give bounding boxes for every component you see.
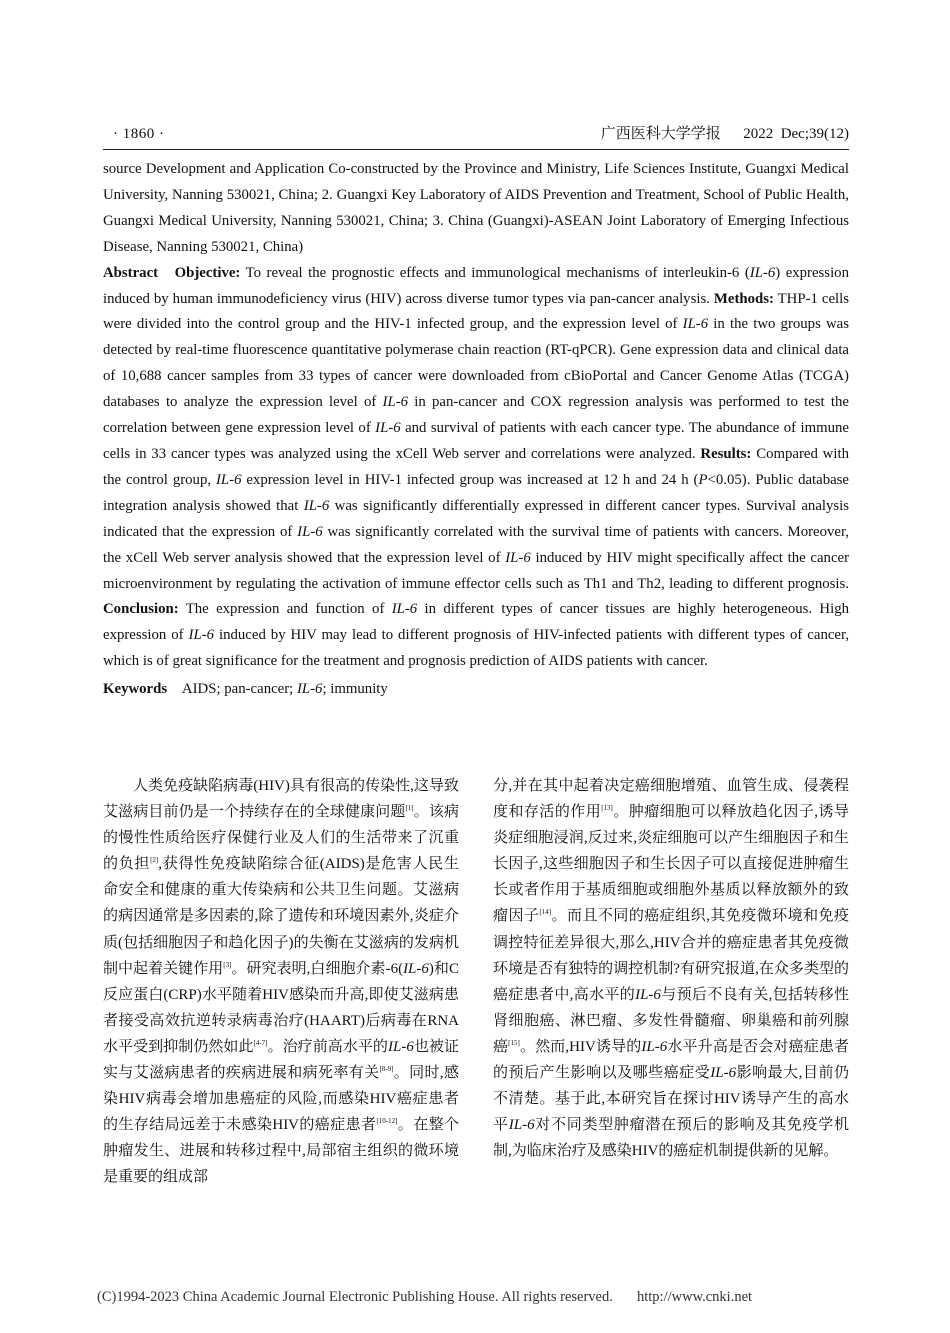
citation-ref: [10-12] bbox=[376, 1117, 398, 1126]
body-text: 。而且不同的癌症组织,其免疫微环境和免疫调控特征差异很大,那么,HIV合并的癌症患者其免疫微环境是否有独特的调控机制?有研究报道,在众多类型的癌症患者中,高水平的 bbox=[493, 908, 849, 1003]
body-text: 对不同类型肿瘤潜在预后的影响及其免疫学机制,为临床治疗及感染HIV的癌症机制提供新的见解。 bbox=[493, 1117, 849, 1160]
methods-text: in the two groups was detected by real-time fluorescence quantitative polymerase chain reaction (RT-qPCR). Gene expression data and clinical data of 10,688 cancer samples from 33 types of cancer were downloaded from cBioPortal and Cancer Genome Atlas (TCGA) databases to analyze the expression level of bbox=[103, 316, 850, 411]
body-text: 。研究表明,白细胞介素-6( bbox=[231, 960, 404, 977]
body-paragraph bbox=[493, 773, 849, 1164]
affiliation-text: source Development and Application Co-constructed by the Province and Ministry, Life Sciences Institute, Guangxi Medical University, Nanning 530021, China; 2. Guangxi Key Laboratory of AIDS Prevention and Treatment, School of Public Health, Guangxi Medical University, Nanning 530021, China; 3. China (Guangxi)-ASEAN Joint Laboratory of Emerging Infectious Disease, Nanning 530021, China) bbox=[103, 161, 849, 255]
body-columns bbox=[103, 773, 849, 1253]
gene-name: IL-6 bbox=[303, 497, 330, 514]
keywords-label: Keywords bbox=[103, 681, 168, 698]
citation-ref: [13] bbox=[601, 804, 613, 813]
body-text: 。该病的慢性性质给医疗保健行业及人们的生活带来了沉重的负担 bbox=[103, 804, 459, 873]
body-text: 也被证实与艾滋病患者的疾病进展和病死率有关 bbox=[103, 1038, 459, 1082]
gene-name: IL-6 bbox=[188, 627, 215, 644]
gene-name: IL-6 bbox=[508, 1117, 535, 1134]
gene-name: IL-6 bbox=[749, 264, 776, 281]
body-text: 影响最大,目前仍不清楚。基于此,本研究旨在探讨HIV诱导产生的高水平 bbox=[493, 1065, 849, 1134]
objective-label: Objective: bbox=[174, 264, 241, 281]
conclusion-text: The expression and function of bbox=[185, 601, 385, 618]
methods-text: and survival of patients with each cancer type. The abundance of immune cells in 33 cancer types was analyzed using the xCell Web server and correlations were analyzed. bbox=[103, 420, 850, 462]
methods-label: Methods: bbox=[713, 290, 774, 307]
body-text: 人类免疫缺陷病毒(HIV)具有很高的传染性,这导致艾滋病目前仍是一个持续存在的全球健康问题 bbox=[103, 778, 459, 821]
gene-name: IL-6 bbox=[297, 523, 323, 540]
gene-name: IL-6 bbox=[375, 420, 401, 437]
gene-name: IL-6 bbox=[215, 471, 242, 488]
gene-name: IL-6 bbox=[710, 1065, 737, 1082]
methods-text: in pan-cancer and COX regression analysis was performed to test the correlation between gene expression level of bbox=[103, 394, 849, 437]
keywords-text: ; immunity bbox=[322, 681, 388, 698]
gene-name: IL-6 bbox=[635, 986, 661, 1003]
gene-name: IL-6 bbox=[641, 1038, 668, 1055]
header-rule bbox=[103, 149, 849, 150]
conclusion-label: Conclusion: bbox=[103, 601, 179, 618]
gene-name: IL-6 bbox=[391, 601, 418, 618]
body-text: ,获得性免疫缺陷综合征(AIDS)是危害人民生命安全和健康的重大传染病和公共卫生问题。艾滋病的病因通常是多因素的,除了遗传和环境因素外,炎症介质(包括细胞因子和趋化因子)的失衡在艾滋病的发病机制中起着关键作用 bbox=[103, 856, 459, 977]
body-text: 分,并在其中起着决定癌细胞增殖、血管生成、侵袭程度和存活的作用 bbox=[493, 778, 849, 821]
conclusion-text: in different types of cancer tissues are highly heterogeneous. High expression of bbox=[103, 601, 849, 644]
citation-ref: [2] bbox=[150, 856, 159, 865]
body-text: 。肿瘤细胞可以释放趋化因子,诱导炎症细胞浸润,反过来,炎症细胞可以产生细胞因子和生长因子,这些细胞因子和生长因子可以直接促进肿瘤生长或者作用于基质细胞或细胞外基质以释放额外的致瘤因子 bbox=[493, 804, 849, 925]
body-paragraph bbox=[103, 773, 459, 1191]
results-text: <0.05). Public database integration analysis showed that bbox=[103, 471, 850, 514]
body-text: 与预后不良有关,包括转移性肾细胞癌、淋巴瘤、多发性骨髓瘤、卵巢癌和前列腺癌 bbox=[493, 986, 849, 1055]
copyright-notice: (C)1994-2023 China Academic Journal Electronic Publishing House. All rights reserved. bbox=[97, 1289, 613, 1305]
objective-text: ) expression induced by human immunodeficiency virus (HIV) across diverse tumor types via pan-cancer analysis. bbox=[103, 264, 849, 307]
page-number: · 1860 · bbox=[113, 126, 165, 142]
results-text: was significantly correlated with the survival time of patients with cancers. Moreover, the xCell Web server analysis showed that the expression level of bbox=[103, 523, 849, 566]
abstract-label: Abstract bbox=[103, 264, 159, 281]
citation-ref: [14] bbox=[539, 908, 552, 917]
keywords-line bbox=[103, 677, 849, 703]
body-text: 。在整个肿瘤发生、进展和转移过程中,局部宿主组织的微环境是重要的组成部 bbox=[103, 1117, 459, 1186]
english-abstract-block bbox=[103, 157, 849, 703]
methods-text: THP-1 cells were divided into the control group and the HIV-1 infected group, and the expression level of bbox=[103, 290, 850, 333]
citation-ref: [4-7] bbox=[253, 1038, 268, 1047]
keywords-text: AIDS; pan-cancer; bbox=[181, 681, 294, 698]
body-text: )和C反应蛋白(CRP)水平随着HIV感染而升高,即使艾滋病患者接受高效抗逆转录病毒治疗(HAART)后病毒在RNA水平受到抑制仍然如此 bbox=[103, 960, 459, 1055]
body-text: 。然而,HIV诱导的 bbox=[519, 1038, 642, 1055]
citation-ref: [8-9] bbox=[379, 1065, 394, 1074]
gene-name: IL-6 bbox=[403, 960, 429, 977]
gene-name: IL-6 bbox=[682, 316, 709, 333]
objective-text: To reveal the prognostic effects and immunological mechanisms of interleukin-6 ( bbox=[245, 264, 750, 281]
journal-citation: 广西医科大学学报 2022 Dec;39(12) bbox=[600, 126, 849, 142]
conclusion-text: induced by HIV may lead to different prognosis of HIV-infected patients with different types of cancer, which is of great significance for the treatment and prognosis prediction of AIDS patients with cancer. bbox=[103, 627, 850, 670]
footer-url-link[interactable]: http://www.cnki.net bbox=[637, 1289, 753, 1305]
citation-ref: [15] bbox=[508, 1038, 520, 1047]
gene-name: IL-6 bbox=[505, 549, 531, 566]
body-text: 水平升高是否会对癌症患者的预后产生影响以及哪些癌症受 bbox=[493, 1038, 849, 1082]
citation-ref: [3] bbox=[223, 960, 232, 969]
results-text: induced by HIV might specifically affect the cancer microenvironment by regulating the activation of immune effector cells such as Th1 and Th2, leading to different prognosis. bbox=[103, 549, 850, 592]
results-text: Compared with the control group, bbox=[103, 445, 849, 488]
results-text: expression level in HIV-1 infected group was increased at 12 h and 24 h ( bbox=[246, 471, 699, 488]
results-text: was significantly differentially expressed in different cancer types. Survival analysis indicated that the expression of bbox=[103, 497, 850, 540]
abstract-paragraph bbox=[103, 261, 849, 676]
gene-name: IL-6 bbox=[382, 394, 409, 411]
gene-name: IL-6 bbox=[387, 1038, 414, 1055]
citation-ref: [1] bbox=[405, 804, 414, 813]
body-text: 。治疗前高水平的 bbox=[267, 1038, 388, 1055]
body-column-right bbox=[493, 773, 849, 1164]
p-value-symbol: P bbox=[698, 471, 708, 488]
body-column-left bbox=[103, 773, 459, 1191]
gene-name: IL-6 bbox=[296, 681, 323, 698]
running-header bbox=[103, 124, 849, 150]
results-label: Results: bbox=[700, 445, 752, 462]
body-text: 。同时,感染HIV病毒会增加患癌症的风险,而感染HIV癌症患者的生存结局远差于未感染HIV的癌症患者 bbox=[103, 1065, 459, 1134]
